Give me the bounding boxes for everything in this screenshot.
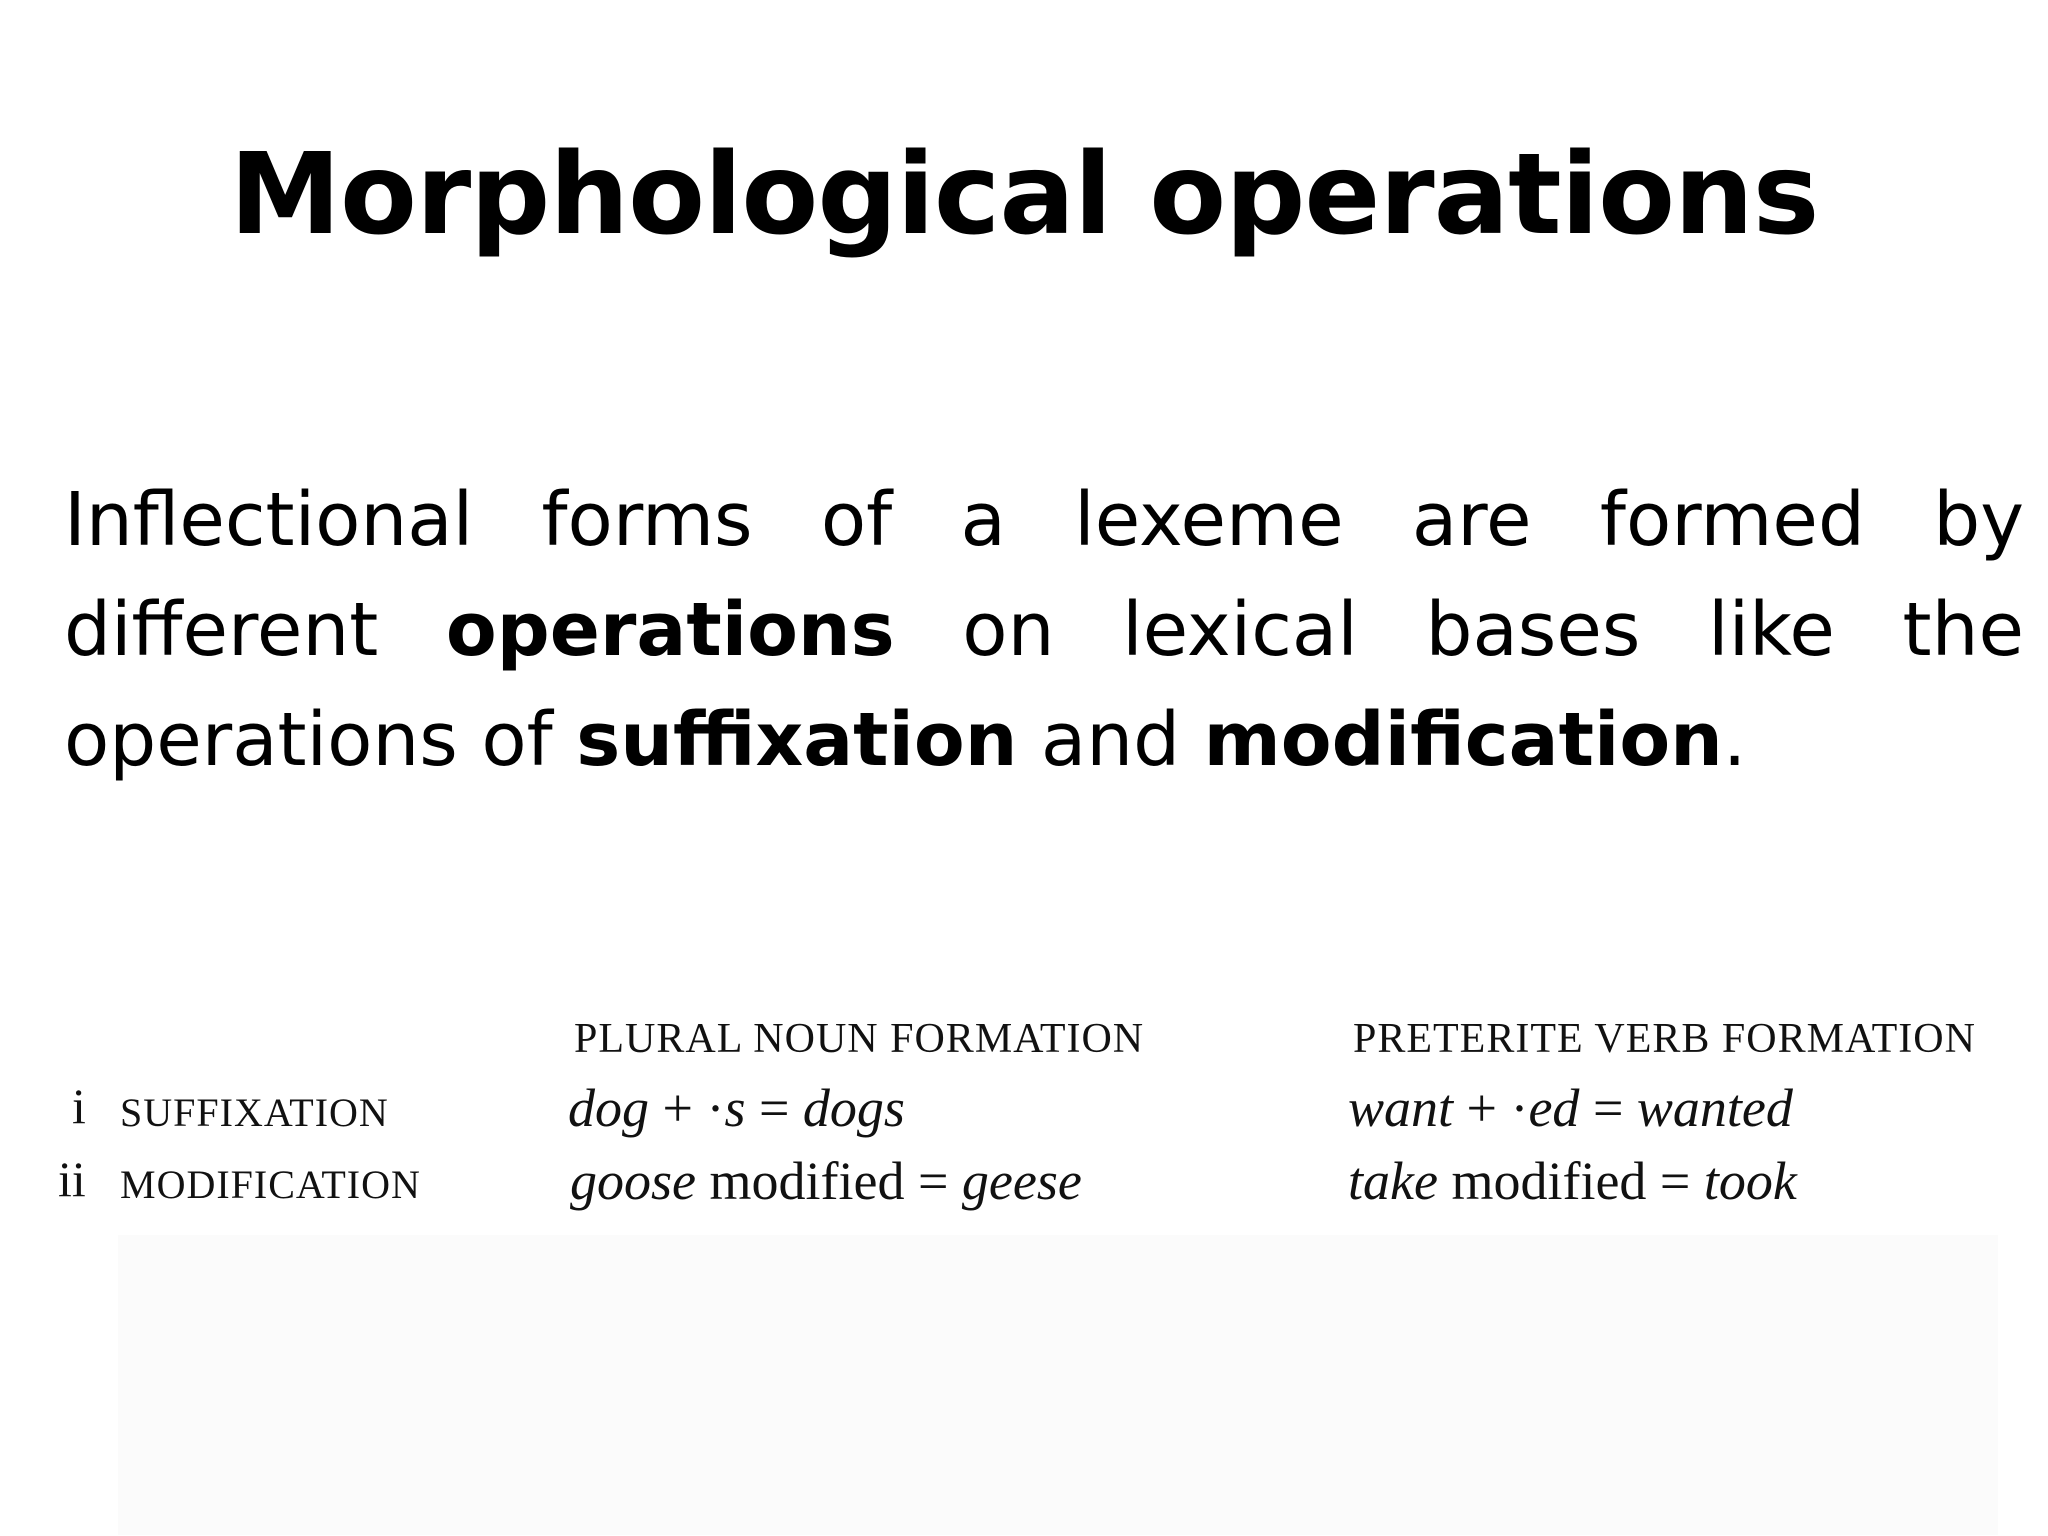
slide-title: Morphological operations xyxy=(229,130,1819,260)
paragraph-bold-modification: modification xyxy=(1203,697,1723,783)
example-base: dog xyxy=(568,1078,649,1138)
header-plural-noun-formation: PLURAL NOUN FORMATION xyxy=(574,1016,1145,1062)
example-equals: = xyxy=(1646,1151,1704,1211)
paragraph-text-1: Inflectional forms of a lexeme are formed by different xyxy=(64,477,2024,673)
example-operator: modified xyxy=(1437,1151,1647,1211)
row-label-suffixation: SUFFIXATION xyxy=(120,1090,389,1135)
example-result: wanted xyxy=(1636,1078,1793,1138)
example-result: geese xyxy=(961,1151,1082,1211)
example-geese xyxy=(570,1150,1082,1212)
example-base: goose xyxy=(570,1151,696,1211)
example-took xyxy=(1348,1150,1797,1212)
paragraph-bold-operations: operations xyxy=(445,587,895,673)
table-background xyxy=(118,1235,1998,1535)
example-equals: = xyxy=(904,1151,962,1211)
example-result: took xyxy=(1703,1151,1797,1211)
paragraph-text-2: on lexical bases like the operations of xyxy=(64,587,2024,783)
example-dogs xyxy=(568,1077,905,1139)
header-preterite-verb-formation: PRETERITE VERB FORMATION xyxy=(1353,1016,1976,1062)
example-operator: modified xyxy=(695,1151,905,1211)
example-equals: = xyxy=(1579,1078,1637,1138)
paragraph-text-3: and xyxy=(1017,697,1204,783)
example-result: dogs xyxy=(802,1078,905,1138)
example-operator: + · xyxy=(649,1078,725,1138)
example-affix: ed xyxy=(1528,1078,1580,1138)
paragraph-text-4: . xyxy=(1722,697,1747,783)
example-operator: + · xyxy=(1453,1078,1529,1138)
row-label-modification: MODIFICATION xyxy=(120,1162,421,1207)
body-paragraph xyxy=(64,465,2024,795)
example-base: want xyxy=(1348,1078,1454,1138)
operations-table xyxy=(40,995,2025,1535)
row-numeral-i: i xyxy=(72,1078,86,1134)
example-affix: s xyxy=(724,1078,746,1138)
example-equals: = xyxy=(745,1078,803,1138)
example-base: take xyxy=(1348,1151,1438,1211)
example-wanted xyxy=(1348,1077,1793,1139)
row-numeral-ii: ii xyxy=(58,1151,86,1207)
paragraph-bold-suffixation: suffixation xyxy=(576,697,1018,783)
